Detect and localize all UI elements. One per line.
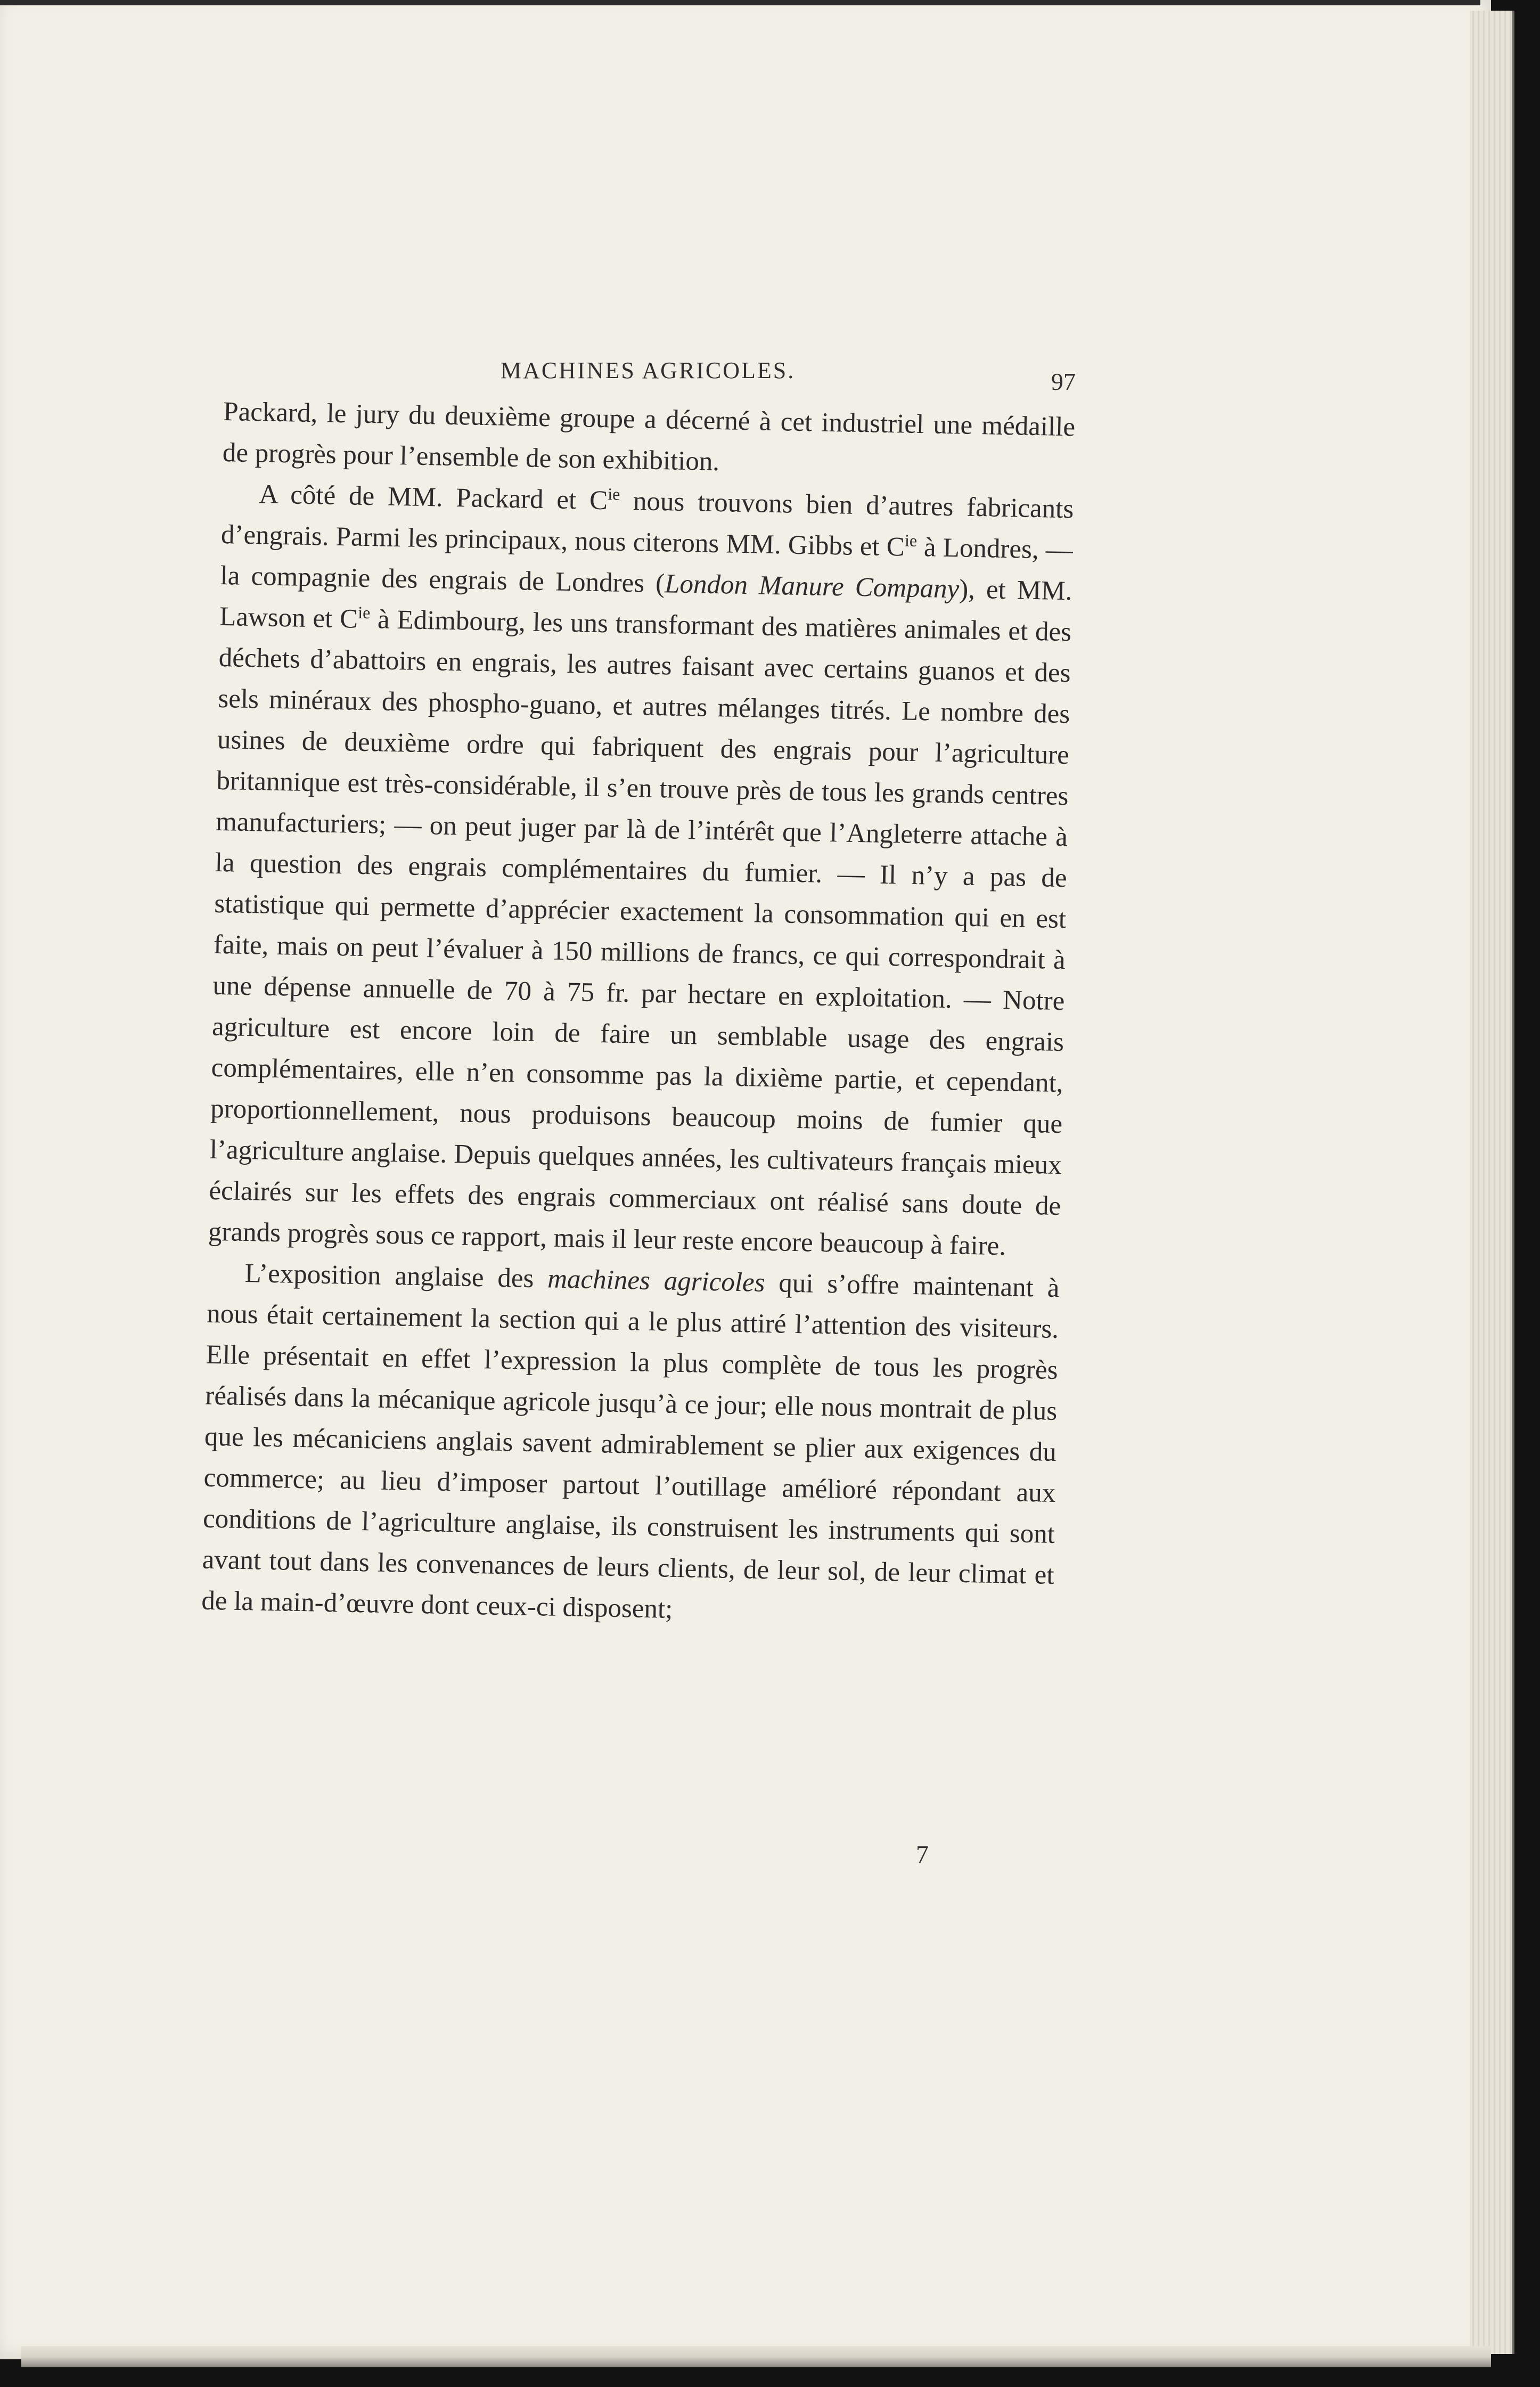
paragraph-3-text-b: qui s’offre maintenant à nous était certainement la section qui a le plus attiré l’attention des visiteurs. Elle présentait en effet l’expression la plus complète de tous les progrès réalisés dans la mécanique agricole jusqu’à ce jour; elle nous montrait de plus que les mécaniciens anglais savent admirablement se plier aux exigences du commerce; au lieu d’imposer partout l’outillage amélioré répondant aux conditions de l’agriculture anglaise, ils construisent les instruments qui sont avant tout dans les convenances de leurs clients, de leur sol, de leur climat et de la main-d’œuvre dont ceux-ci disposent; — [201, 1268, 1060, 1624]
italic-machines-agricoles: machines agricoles — [547, 1264, 766, 1298]
paragraph-3 — [201, 1253, 1060, 1637]
paragraph-2-text-b: nous trouvons bien d’autres fabricants d’engrais. Parmi les principaux, nous citerons MM. Gibbs et C — [220, 486, 1074, 562]
superscript-ie: ie — [358, 602, 371, 623]
running-head — [224, 351, 1076, 394]
paragraph-2-text-a: A côté de MM. Packard et C — [258, 479, 608, 516]
paragraph-2-text-e: à Edimbourg, les uns transformant des matières animales et des déchets d’abattoirs en engrais, les autres faisant avec certains guanos et des sels minéraux des phospho-guano, et autres mélanges titrés. Le nombre des usines de deuxième ordre qui fabriquent des engrais pour l’agriculture britannique est très-considérable, il s’en trouve près de tous les grands centres manufacturiers; — on peut juger par là de l’intérêt que l’Angleterre attache à la question des engrais complémentaires du fumier. — Il n’y a pas de statistique qui permette d’apprécier exactement la consommation qui en est faite, mais on peut l’évaluer à 150 millions de francs, ce qui correspondrait à une dépense annuelle de 70 à 75 fr. par hectare en exploitation. — Notre agriculture est encore loin de faire un semblable usage des engrais complémentaires, elle n’en consomme pas la dixième partie, et cependant, proportionnellement, nous produisons beaucoup moins de fumier que l’agriculture anglaise. Depuis quelques années, les cultivateurs français mieux éclairés sur les effets des engrais commerciaux ont réalisé sans doute de grands progrès sous ce rapport, mais il leur reste encore beaucoup à faire. — [208, 604, 1072, 1262]
superscript-ie: ie — [904, 530, 918, 550]
superscript-ie: ie — [607, 484, 620, 504]
paragraph-1-text: Packard, le jury du deuxième groupe a décerné à cet industriel une médaille de progrès pour l’ensemble de son exhibition. — [222, 396, 1076, 477]
italic-company-name: London Manure Company — [664, 569, 960, 604]
top-edge-shadow — [0, 0, 1480, 5]
paragraph-2 — [208, 473, 1074, 1268]
paragraph-2-text-c: à Londres, — la compagnie des engrais de Londres ( — [220, 532, 1074, 599]
page-number: 97 — [1051, 368, 1076, 395]
running-title: MACHINES AGRICOLES. — [501, 357, 796, 383]
page-bottom-edge — [21, 2346, 1491, 2367]
signature-mark: 7 — [916, 1841, 929, 1869]
body-text — [201, 391, 1076, 1637]
paragraph-1 — [222, 391, 1076, 489]
paragraph-3-text-a: L’exposition anglaise des — [244, 1258, 548, 1294]
page-stack-edges — [1470, 11, 1514, 2354]
paragraph-2-text-d: ), et MM. Lawson et C — [219, 574, 1072, 634]
